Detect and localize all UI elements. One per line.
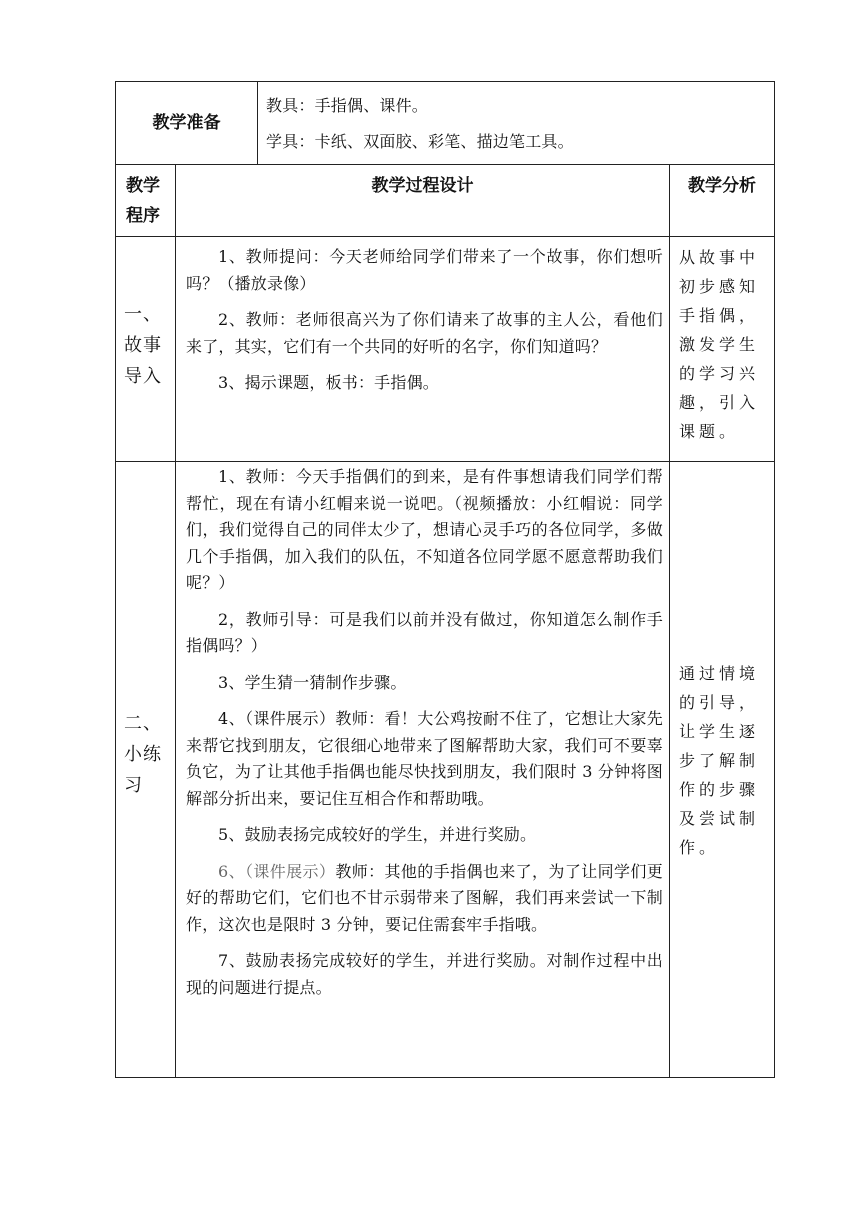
student-tools: 学具：卡纸、双面胶、彩笔、描边笔工具。: [266, 132, 574, 151]
section2-step-5: 5、鼓励表扬完成较好的学生，并进行奖励。: [218, 825, 537, 844]
section1-step-1: 1、教师提问：今天老师给同学们带来了一个故事，你们想听吗？（播放录像）: [186, 247, 663, 293]
section2-step-7: 7、鼓励表扬完成较好的学生，并进行奖励。对制作过程中出现的问题进行提点。: [186, 951, 663, 997]
section2-process-cell: [175, 461, 670, 1078]
teacher-tools: 教具：手指偶、课件。: [266, 96, 429, 115]
section2-label-cell: [115, 461, 176, 1078]
procedure-header-cell: [115, 164, 176, 237]
lesson-plan-table: [115, 81, 775, 1078]
analysis-header: 教学分析: [688, 176, 756, 196]
section1-analysis: 从故事中初步感知手指偶，激发学生的学习兴趣，引入课题。: [679, 248, 760, 441]
prep-content-cell: [257, 81, 775, 165]
section1-step-3: 3、揭示课题，板书：手指偶。: [218, 373, 439, 392]
section2-step-6-text: 教师：其他的手指偶也来了，为了让同学们更好的帮助它们，它们也不甘示弱带来了图解，我们再来尝试一下制作，这次也是限时 3 分钟，要记住需套牢手指哦。: [186, 861, 663, 934]
procedure-header: 教学程序: [126, 176, 160, 226]
section1-process-cell: [175, 236, 670, 462]
process-header: 教学过程设计: [371, 176, 474, 196]
section1-label-cell: [115, 236, 176, 462]
section1-analysis-cell: [669, 236, 775, 462]
section2-analysis: 通过情境的引导，让学生逐步了解制作的步骤及尝试制作。: [679, 664, 760, 857]
section2-step-6-marker: 6、（课件展示）: [218, 861, 336, 881]
prep-label: 教学准备: [152, 113, 221, 133]
process-header-cell: [175, 164, 670, 237]
section2-step-2: 2，教师引导：可是我们以前并没有做过，你知道怎么制作手指偶吗？）: [186, 609, 663, 655]
section2-step-6: [186, 859, 663, 939]
analysis-header-cell: [669, 164, 775, 237]
section2-label: 二、小练习: [124, 713, 162, 796]
section1-label: 一、故事导入: [124, 304, 162, 387]
section2-step-1: 1、教师：今天手指偶们的到来，是有件事想请我们同学们帮帮忙，现在有请小红帽来说一说吧。（视频播放：小红帽说：同学们，我们觉得自己的同伴太少了，想请心灵手巧的各位同学，多做几个手指偶，加入我们的队伍，不知道各位同学愿不愿意帮助我们呢？）: [186, 467, 663, 592]
section2-step-4: 4、（课件展示）教师：看！大公鸡按耐不住了，它想让大家先来帮它找到朋友，它很细心地带来了图解帮助大家，我们可不要辜负它，为了让其他手指偶也能尽快找到朋友，我们限时 3 分钟将图解部分折出来，要记住互相合作和帮助哦。: [186, 709, 663, 808]
section1-step-2: 2、教师：老师很高兴为了你们请来了故事的主人公，看他们来了，其实，它们有一个共同的好听的名字，你们知道吗？: [186, 310, 663, 356]
section2-analysis-cell: [669, 461, 775, 1078]
section2-step-3: 3、学生猜一猜制作步骤。: [218, 672, 407, 692]
prep-label-cell: [115, 81, 258, 165]
